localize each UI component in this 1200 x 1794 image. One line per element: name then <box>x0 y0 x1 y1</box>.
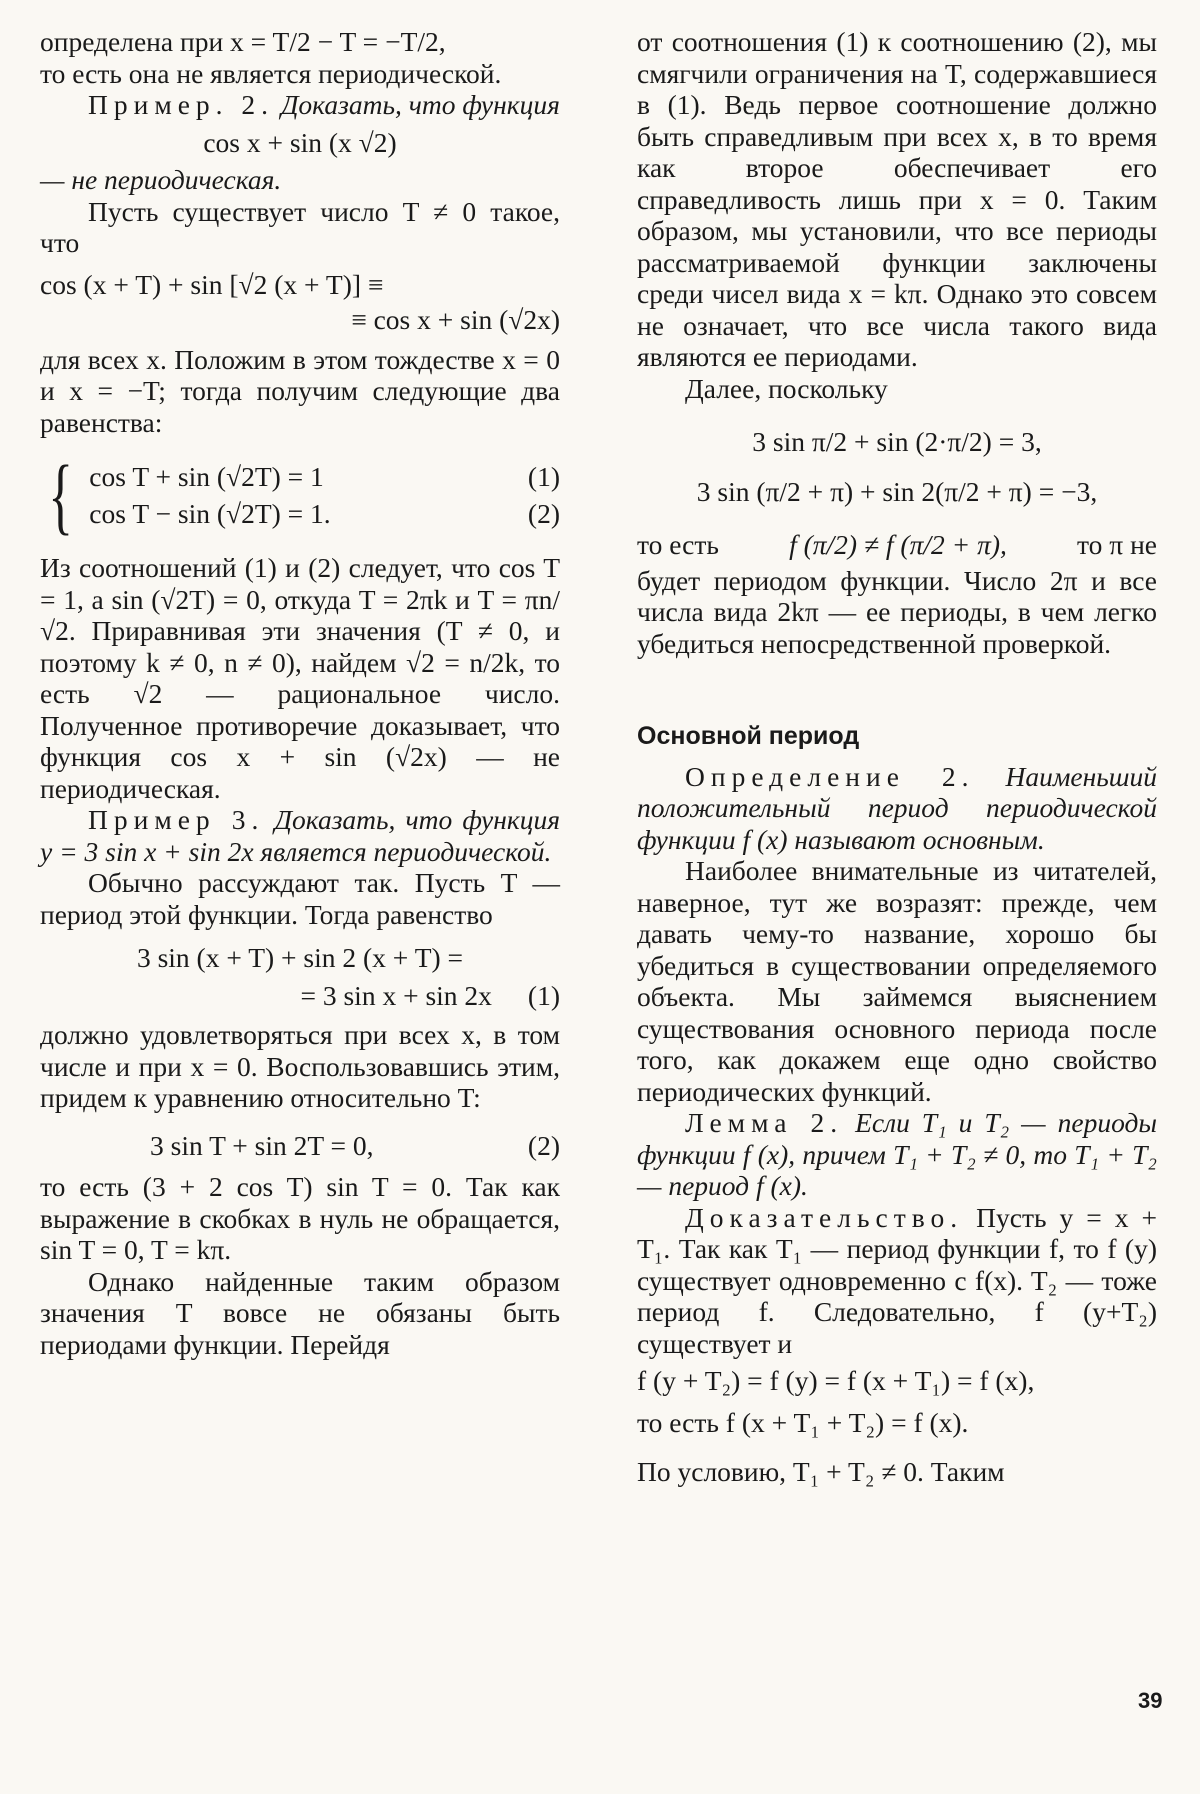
equation-number: (1) <box>527 979 560 1011</box>
formula: cos T − sin (√2T) = 1. <box>89 498 331 529</box>
text: то π не <box>1077 529 1157 560</box>
formula: 3 sin π/2 + sin (2·π/2) = 3, <box>752 426 1042 457</box>
example-claim: Доказать, что функция y = 3 sin x + sin 2x является периодической. <box>40 804 560 867</box>
equation-number: (1) <box>527 460 560 492</box>
lemma-label: Лемма 2. <box>685 1107 844 1138</box>
paragraph: должно удовлетворяться при всех x, в том числе и при x = 0. Воспользовавшись этим, придем к уравнению относительно T: <box>40 1019 560 1113</box>
example-claim-end: — не периодическая. <box>40 164 282 195</box>
formula: cos x + sin (x √2) <box>203 126 397 158</box>
formula: ≡ cos x + sin (√2x) <box>351 304 560 335</box>
page-number: 39 <box>1138 1688 1163 1713</box>
formula: f (π/2) ≠ f (π/2 + π), <box>789 529 1007 560</box>
brace: { <box>48 447 74 543</box>
definition-body: Наименьший положительный период периодической функции f (x) называют основным. <box>637 760 1158 855</box>
paragraph: определена при x = T/2 − T = −T/2, <box>40 26 446 57</box>
proof-label: Доказательство. <box>685 1201 964 1233</box>
formula: cos (x + T) + sin [√2 (x + T)] ≡ <box>40 268 384 300</box>
paragraph: Однако найденные таким образом значения T вовсе не обязаны быть периодами функции. Перейдя <box>40 1265 560 1360</box>
lemma-body: Если T₁ и T₂ — периоды функции f (x), причем T₁ + T₂ ≠ 0, то T₁ + T₂ — период f (x). <box>637 1107 1157 1201</box>
formula: 3 sin T + sin 2T = 0, <box>150 1129 374 1161</box>
paragraph: По условию, T₁ + T₂ ≠ 0. Таким <box>637 1456 1005 1487</box>
equation-number: (2) <box>527 498 560 529</box>
paragraph: для всех x. Положим в этом тождестве x = 0 и x = −T; тогда получим следующие два равенства: <box>40 343 560 438</box>
equation-row <box>40 980 560 1012</box>
paragraph: Далее, поскольку <box>685 372 888 404</box>
formula: то есть f (x + T₁ + T₂) = f (x). <box>637 1406 969 1438</box>
formula: f (y + T₂) = f (y) = f (x + T₁) = f (x), <box>637 1365 1035 1396</box>
example-label: Пример 3. <box>88 804 265 835</box>
paragraph: то есть (3 + 2 cos T) sin T = 0. Так как выражение в скобках в нуль не обращается, sin T = 0, T = kπ. <box>40 1171 560 1265</box>
section-heading: Основной период <box>637 722 860 750</box>
lemma <box>637 1107 1157 1202</box>
left-column <box>40 26 560 1360</box>
right-column <box>637 26 1157 1488</box>
proof-body: Пусть y = x + T₁. Так как T₁ — период функции f, то f (y) существует одновременно с f(x). T₂ — тоже период f. Следовательно, f (y+T₂) существует и <box>637 1201 1157 1359</box>
example-2 <box>40 89 560 121</box>
formula: = 3 sin x + sin 2x <box>300 979 492 1011</box>
paragraph: то есть она не является периодической. <box>40 57 502 89</box>
proof <box>637 1202 1157 1360</box>
text: то есть <box>637 529 719 560</box>
example-3 <box>40 804 560 867</box>
paragraph: будет периодом функции. Число 2π и все числа вида 2kπ — ее периоды, в чем легко убедиться непосредственной проверкой. <box>637 564 1157 659</box>
equation-system <box>40 447 560 543</box>
formula: 3 sin (x + T) + sin 2 (x + T) = <box>136 942 464 973</box>
formula: cos T + sin (√2T) = 1 <box>89 460 324 492</box>
equation-row <box>40 1130 560 1162</box>
equation-number: (2) <box>527 1129 560 1161</box>
paragraph: Наиболее внимательные из читателей, наверное, тут же возразят: прежде, чем давать чему-то название, хорошо бы убедиться в существовании определяемого объекта. Мы займемся выяснением существования основного периода после того, как докажем еще одно свойство периодических функций. <box>637 855 1157 1107</box>
formula: 3 sin (π/2 + π) + sin 2(π/2 + π) = −3, <box>696 475 1098 507</box>
paragraph: от соотношения (1) к соотношению (2), мы смягчили ограничения на T, содержавшиеся в (1). Ведь первое соотношение должно быть справедливым при всех x, в то время как второе обеспечивает его справедливость лишь при x = 0. Таким образом, мы установили, что все периоды рассматриваемой функции заключены среди чисел вида x = kπ. Однако это совсем не означает, что все числа такого вида являются ее периодами. <box>637 26 1157 372</box>
paragraph: Пусть существует число T ≠ 0 такое, что <box>40 195 560 258</box>
example-label: Пример. 2. <box>88 89 275 120</box>
example-claim: Доказать, что функция <box>280 89 560 120</box>
paragraph: Обычно рассуждают так. Пусть T — период этой функции. Тогда равенство <box>40 867 560 930</box>
definition-label: Определение 2. <box>685 760 975 792</box>
equation-row <box>637 529 1157 561</box>
paragraph: Из соотношений (1) и (2) следует, что cos T = 1, а sin (√2T) = 0, откуда T = 2πk и T = πn/√2. Приравнивая эти значения (T ≠ 0, и поэтому k ≠ 0, n ≠ 0), найдем √2 = n/2k, то есть √2 — рациональное число. Полученное противоречие доказывает, что функция cos x + sin (√2x) — не периодическая. <box>40 552 560 804</box>
definition <box>637 761 1157 856</box>
